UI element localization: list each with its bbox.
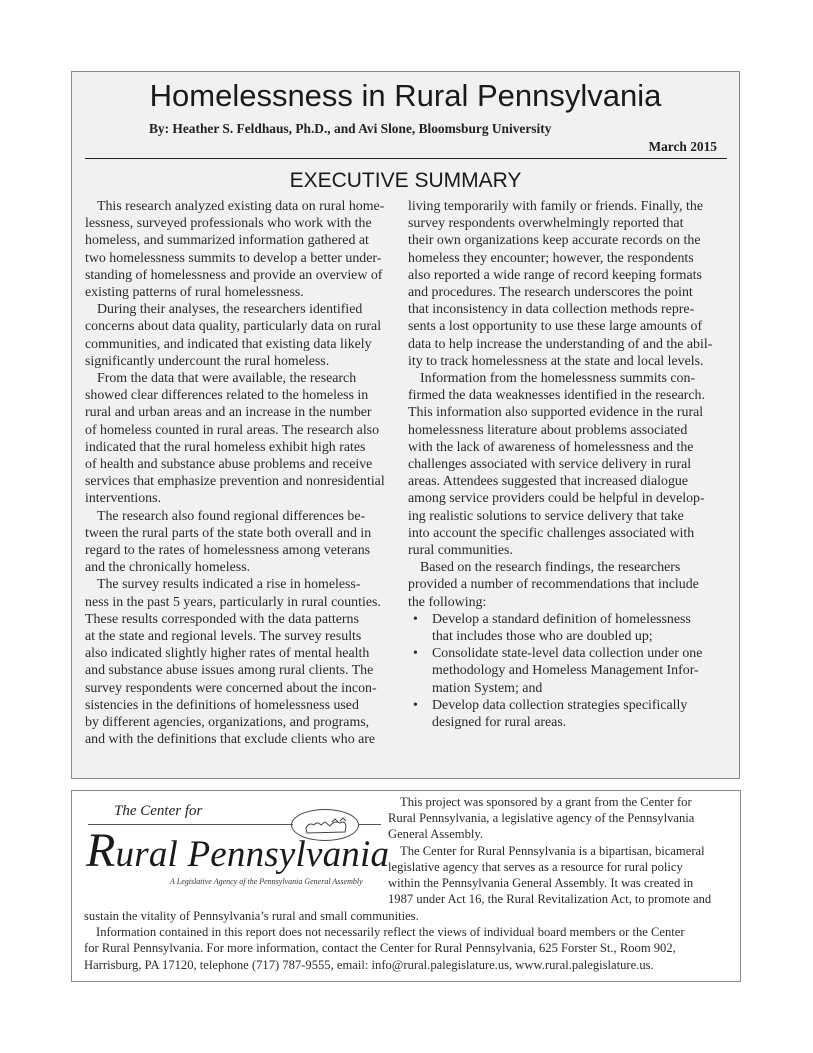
logo-initial: R xyxy=(86,824,116,877)
text-line: showed clear differences related to the homeless in xyxy=(85,388,369,404)
recommendation-item xyxy=(408,697,730,731)
text-line: with the lack of awareness of homelessness and the xyxy=(408,439,694,455)
publication-date: March 2015 xyxy=(648,139,717,154)
text-line: and the chronically homeless. xyxy=(85,560,251,576)
text-line: regard to the rates of homelessness among veterans xyxy=(85,543,371,559)
text-line: ing realistic solutions to service delivery that take xyxy=(408,508,684,524)
text-line: of homeless counted in rural areas. The research also xyxy=(85,422,380,438)
text-line: Rural Pennsylvania, a legislative agency of the Pennsylvania xyxy=(388,811,695,826)
text-line: indicated that the rural homeless exhibit high rates xyxy=(85,439,366,455)
bullet-icon: • xyxy=(413,611,418,627)
text-line: also indicated slightly higher rates of mental health xyxy=(85,646,370,662)
recommendation-line: methodology and Homeless Management Infor- xyxy=(432,663,699,679)
text-line: legislative agency that serves as a resource for rural policy xyxy=(388,859,683,874)
text-line: 1987 under Act 16, the Rural Revitalization Act, to promote and xyxy=(388,892,712,907)
text-line: ity to track homelessness at the state and local levels. xyxy=(408,353,704,369)
text-line: services that emphasize prevention and nonresidential xyxy=(85,474,385,490)
text-line: within the Pennsylvania General Assembly. It was created in xyxy=(388,876,694,891)
text-line: This research analyzed existing data on rural home- xyxy=(97,199,385,214)
text-line: homelessness literature about problems associated xyxy=(408,422,688,438)
text-line: areas. Attendees suggested that increased dialogue xyxy=(408,474,689,490)
logo-rule xyxy=(88,824,293,825)
summary-left-column xyxy=(85,198,405,749)
document-title: Homelessness in Rural Pennsylvania xyxy=(149,78,662,113)
center-for-rural-pennsylvania-logo xyxy=(84,799,390,891)
text-line: This information also supported evidence in the rural xyxy=(408,405,704,421)
section-title: EXECUTIVE SUMMARY xyxy=(289,169,522,192)
recommendation-line: designed for rural areas. xyxy=(432,715,567,731)
text-line: for Rural Pennsylvania. For more information, contact the Center for Rural Pennsylvania, 625 Forster St., Room 902, xyxy=(84,941,676,956)
text-line: into account the specific challenges associated with xyxy=(408,525,695,541)
recommendation-line: Develop a standard definition of homelessness xyxy=(432,611,691,627)
executive-summary-box xyxy=(71,71,740,779)
text-line: challenges associated with service delivery in rural xyxy=(408,457,692,473)
text-line: Harrisburg, PA 17120, telephone (717) 787-9555, email: info@rural.palegislature.us, www.rural.palegislature.us. xyxy=(84,957,654,972)
about-bottom-text xyxy=(84,908,734,973)
text-line: survey respondents overwhelmingly reported that xyxy=(408,216,684,232)
text-line: standing of homelessness and provide an overview of xyxy=(85,267,383,283)
logo-name: ural Pennsylvania xyxy=(115,834,390,875)
text-line: significantly undercount the rural homeless. xyxy=(85,353,330,369)
text-line: data to help increase the understanding of and the abil- xyxy=(408,336,713,352)
header-divider xyxy=(85,158,727,159)
text-line: existing patterns of rural homelessness. xyxy=(85,285,304,301)
text-line: the following: xyxy=(408,594,487,610)
text-line: The Center for Rural Pennsylvania is a bipartisan, bicameral xyxy=(400,843,705,858)
right-column-paragraphs xyxy=(408,198,730,611)
text-line: living temporarily with family or friends. Finally, the xyxy=(408,199,703,214)
text-line: rural and urban areas and an increase in the number xyxy=(85,405,372,421)
text-line: Based on the research findings, the researchers xyxy=(420,560,681,576)
text-line: During their analyses, the researchers identified xyxy=(97,302,363,318)
text-line: their own organizations keep accurate records on the xyxy=(408,233,701,249)
text-line: sistencies in the definitions of homelessness used xyxy=(85,697,359,713)
bullet-icon: • xyxy=(413,697,418,713)
text-line: at the state and regional levels. The survey results xyxy=(85,629,362,645)
about-right-text xyxy=(388,794,738,907)
text-line: firmed the data weaknesses identified in the research. xyxy=(408,388,705,404)
logo-top-text: The Center for xyxy=(114,803,203,819)
text-line: of health and substance abuse problems and receive xyxy=(85,457,373,473)
summary-right-column xyxy=(408,198,730,731)
text-line: These results corresponded with the data patterns xyxy=(85,611,359,627)
text-line: by different agencies, organizations, and programs, xyxy=(85,715,370,731)
text-line: This project was sponsored by a grant from the Center for xyxy=(400,795,692,809)
text-line: communities, and indicated that existing data likely xyxy=(85,336,372,352)
text-line: provided a number of recommendations that include xyxy=(408,577,699,593)
byline: By: Heather S. Feldhaus, Ph.D., and Avi Slone, Bloomsburg University xyxy=(149,121,552,136)
text-line: Information contained in this report does not necessarily reflect the views of individual board members or the Center xyxy=(96,925,685,940)
text-line: also reported a wide range of record keeping formats xyxy=(408,267,702,283)
text-line: and with the definitions that exclude clients who are xyxy=(85,732,376,748)
text-line: sents a lost opportunity to use these large amounts of xyxy=(408,319,703,335)
text-line: The research also found regional differences be- xyxy=(97,508,366,524)
text-line: among service providers could be helpful in develop- xyxy=(408,491,705,507)
recommendation-line: mation System; and xyxy=(432,680,543,696)
text-line: From the data that were available, the research xyxy=(97,371,357,387)
text-line: tween the rural parts of the state both overall and in xyxy=(85,525,372,541)
bullet-icon: • xyxy=(413,646,418,662)
recommendation-line: Consolidate state-level data collection under one xyxy=(432,646,703,662)
text-line: and procedures. The research underscores the point xyxy=(408,285,693,301)
text-line: interventions. xyxy=(85,491,161,507)
text-line: General Assembly. xyxy=(388,827,484,842)
text-line: and substance abuse issues among rural clients. The xyxy=(85,663,374,679)
text-line: homeless they encounter; however, the respondents xyxy=(408,250,694,266)
text-line: The survey results indicated a rise in homeless- xyxy=(97,577,361,593)
text-line: sustain the vitality of Pennsylvania’s rural and small communities. xyxy=(84,909,419,923)
recommendation-item xyxy=(408,611,730,645)
text-line: lessness, surveyed professionals who work with the xyxy=(85,216,372,232)
text-line: that inconsistency in data collection methods repre- xyxy=(408,302,695,318)
text-line: concerns about data quality, particularly data on rural xyxy=(85,319,382,335)
text-line: Information from the homelessness summits con- xyxy=(420,371,696,387)
recommendations-list xyxy=(408,611,730,731)
logo-subtitle: A Legislative Agency of the Pennsylvania General Assembly xyxy=(170,877,363,886)
text-line: homeless, and summarized information gathered at xyxy=(85,233,369,249)
logo-main-text xyxy=(86,824,390,877)
about-center-box xyxy=(71,790,741,982)
text-line: rural communities. xyxy=(408,543,513,559)
text-line: survey respondents were concerned about the incon- xyxy=(85,680,377,696)
text-line: ness in the past 5 years, particularly in rural counties. xyxy=(85,594,381,610)
logo-rule xyxy=(359,824,381,825)
text-line: two homelessness summits to develop a better under- xyxy=(85,250,382,266)
recommendation-line: Develop data collection strategies specifically xyxy=(432,697,688,713)
recommendation-line: that includes those who are doubled up; xyxy=(432,629,653,645)
recommendation-item xyxy=(408,645,730,697)
